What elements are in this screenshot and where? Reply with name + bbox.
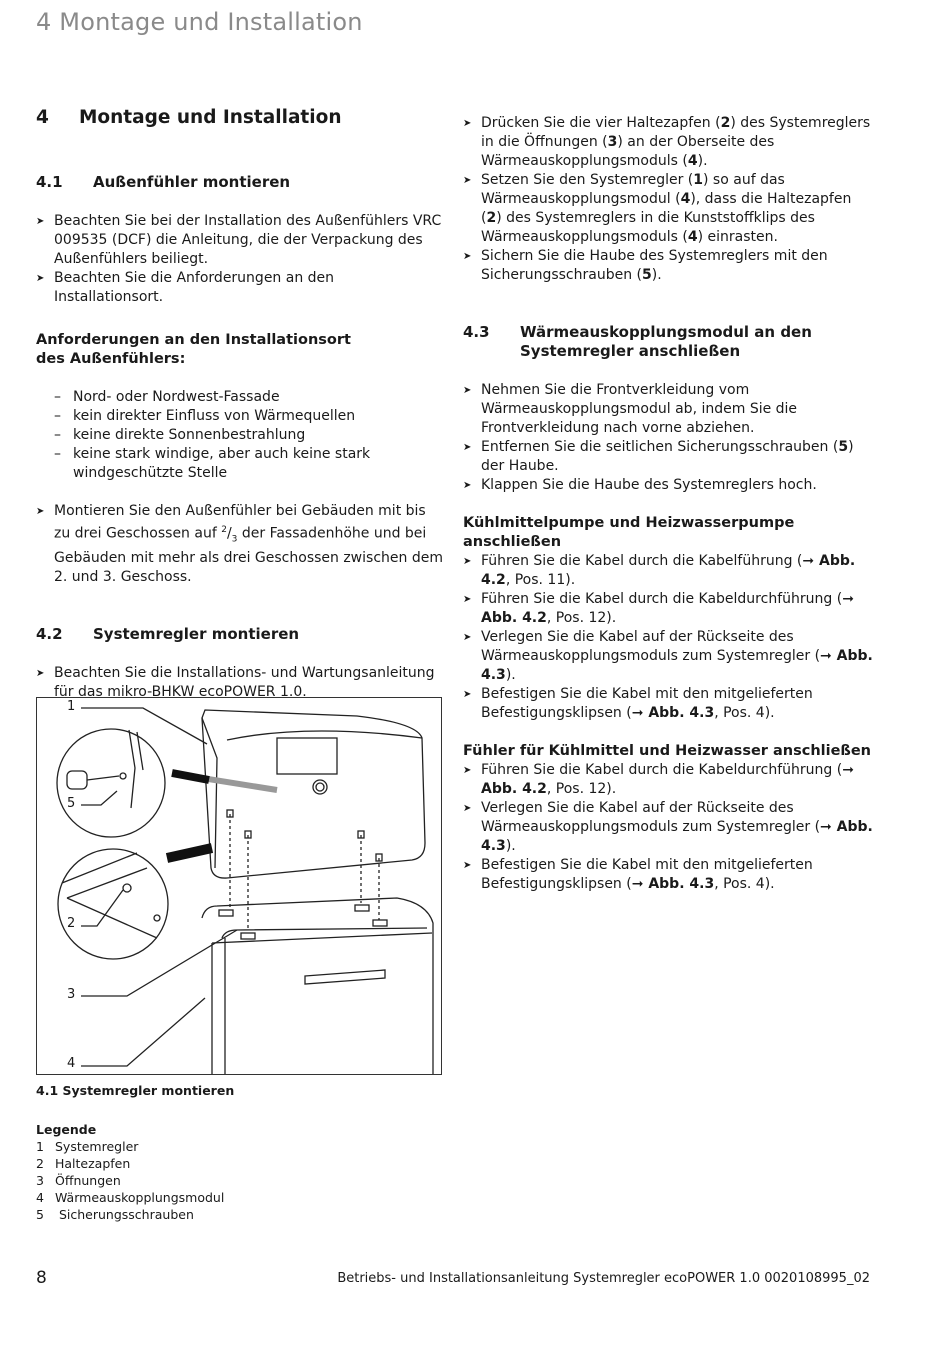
- reference: 2: [720, 115, 731, 131]
- list-item: [463, 628, 873, 685]
- legend-item: [36, 1138, 224, 1155]
- text: , Pos. 4).: [714, 876, 775, 892]
- section-heading-4-3: [463, 323, 873, 361]
- list-item: [463, 381, 873, 438]
- reference: 2: [486, 210, 497, 226]
- text: Entfernen Sie die seitlichen Sicherungsschrauben (: [481, 439, 839, 455]
- section-heading-4-2: [36, 625, 446, 644]
- reference: 5: [838, 439, 849, 455]
- reference: 3: [607, 134, 618, 150]
- sensor-heading: Fühler für Kühlmittel und Heizwasser anschließen: [463, 743, 871, 759]
- legend-number: 2: [36, 1156, 44, 1171]
- list-item: [463, 799, 873, 856]
- pump-heading: Kühlmittelpumpe und Heizwasserpumpe anschließen: [463, 515, 795, 550]
- legend-text: Haltezapfen: [55, 1156, 131, 1171]
- text: ).: [505, 667, 516, 683]
- reference: ➞ Abb. 4.3: [481, 648, 873, 683]
- reference: 4: [680, 191, 691, 207]
- list-item: [463, 476, 873, 495]
- text: der Fassadenhöhe und bei Gebäuden mit mehr als drei Geschossen zwischen dem 2. und 3. Geschoss.: [54, 525, 443, 586]
- text: ) an der Oberseite des Wärmeauskopplungsmoduls (: [481, 134, 775, 169]
- chapter-title: Montage und Installation: [79, 107, 342, 128]
- legend-item: [36, 1172, 224, 1189]
- running-head: 4 Montage und Installation: [36, 8, 363, 36]
- text: Führen Sie die Kabel durch die Kabeldurchführung (: [481, 762, 843, 778]
- left-column: [36, 108, 446, 702]
- section-number: 4.1: [36, 173, 63, 191]
- text: , Pos. 12).: [546, 781, 617, 797]
- requirements-list: [36, 388, 446, 483]
- s42-steps-list: [463, 114, 873, 285]
- list-item: [463, 761, 873, 799]
- requirements-heading: Anforderungen an den Installationsort des Außenfühlers:: [36, 332, 351, 367]
- mount-list: [36, 502, 446, 587]
- text: ), dass die Haltezapfen (: [481, 191, 852, 226]
- chapter-heading: [36, 108, 446, 127]
- legend-title: Legende: [36, 1122, 97, 1137]
- text: ).: [697, 153, 708, 169]
- section-title: Systemregler montieren: [93, 625, 300, 644]
- reference: ➞ Abb. 4.2: [481, 591, 854, 626]
- text: Montieren Sie den Außenfühler bei Gebäuden mit bis zu drei Geschossen auf: [54, 503, 426, 542]
- fraction-numerator: 2: [221, 525, 227, 535]
- section-title: Außenfühler montieren: [93, 173, 291, 191]
- text: Befestigen Sie die Kabel mit den mitgelieferten Befestigungsklipsen (: [481, 686, 813, 721]
- text: Führen Sie die Kabel durch die Kabeldurchführung (: [481, 591, 843, 607]
- legend-text: Öffnungen: [55, 1173, 121, 1188]
- reference: 4: [687, 229, 698, 245]
- chapter-number: 4: [36, 107, 49, 128]
- text: Befestigen Sie die Kabel mit den mitgelieferten Befestigungsklipsen (: [481, 857, 813, 892]
- text: ) des Systemreglers in die Öffnungen (: [481, 115, 871, 150]
- text: Verlegen Sie die Kabel auf der Rückseite des Wärmeauskopplungsmoduls zum Systemregler (: [481, 800, 821, 835]
- reference: 1: [693, 172, 704, 188]
- text: ) der Haube.: [481, 439, 854, 474]
- list-item: [463, 685, 873, 723]
- legend-number: 1: [36, 1139, 44, 1154]
- text: Sichern Sie die Haube des Systemreglers mit den Sicherungsschrauben (: [481, 248, 828, 283]
- s41-list: [36, 212, 446, 307]
- list-item: [463, 552, 873, 590]
- right-column: [463, 114, 873, 894]
- reference: 4: [687, 153, 698, 169]
- figure-label-5: 5: [67, 796, 76, 811]
- legend-item: [36, 1206, 224, 1223]
- legend-item: [36, 1155, 224, 1172]
- page-number: 8: [36, 1268, 47, 1288]
- text: ) einrasten.: [697, 229, 778, 245]
- legend-number: 5: [36, 1207, 44, 1222]
- document-title: Betriebs- und Installationsanleitung Systemregler ecoPOWER 1.0 0020108995_02: [337, 1271, 870, 1286]
- text: Führen Sie die Kabel durch die Kabelführung (: [481, 553, 803, 569]
- list-item: [463, 114, 873, 171]
- section-number: 4.2: [36, 625, 63, 644]
- text: ) so auf das Wärmeauskopplungsmodul (: [481, 172, 785, 207]
- figure-label-4: 4: [67, 1056, 76, 1071]
- reference: ➞ Abb. 4.2: [481, 553, 856, 588]
- section-title: Wärmeauskopplungsmodul an den Systemregler anschließen: [520, 323, 812, 360]
- legend-number: 4: [36, 1190, 44, 1205]
- reference: ➞ Abb. 4.3: [481, 819, 873, 854]
- reference: ➞ Abb. 4.2: [481, 762, 854, 797]
- sensor-list: [463, 761, 873, 894]
- list-item: [463, 247, 873, 285]
- figure-label-2: 2: [67, 916, 76, 931]
- text: ).: [651, 267, 662, 283]
- legend-text: Sicherungsschrauben: [55, 1207, 194, 1222]
- reference: 5: [642, 267, 652, 283]
- figure-systemregler-montieren: [36, 697, 442, 1075]
- list-item: ➤ Beachten Sie die Anforderungen an den Installationsort.: [36, 269, 446, 307]
- figure-caption: 4.1 Systemregler montieren: [36, 1083, 235, 1098]
- pump-list: [463, 552, 873, 723]
- text: , Pos. 12).: [546, 610, 617, 626]
- figure-drawing: [37, 698, 441, 1074]
- list-item: – keine direkte Sonnenbestrahlung: [36, 426, 446, 445]
- legend-number: 3: [36, 1173, 44, 1188]
- reference: ➞ Abb. 4.3: [631, 705, 715, 721]
- list-item: ➤ Beachten Sie die Installations- und Wartungsanleitung für das mikro-BHKW ecoPOWER 1.0.: [36, 664, 446, 702]
- list-item: [463, 438, 873, 476]
- list-item: – Nord- oder Nordwest-Fassade: [36, 388, 446, 407]
- section-number: 4.3: [463, 323, 490, 341]
- reference: ➞ Abb. 4.3: [631, 876, 715, 892]
- figure-label-1: 1: [67, 699, 76, 714]
- list-item: – keine stark windige, aber auch keine stark windgeschützte Stelle: [36, 445, 446, 483]
- text: ) des Systemreglers in die Kunststoffklips des Wärmeauskopplungsmoduls (: [481, 210, 815, 245]
- text: , Pos. 11).: [505, 572, 576, 588]
- text: Drücken Sie die vier Haltezapfen (: [481, 115, 721, 131]
- text: Setzen Sie den Systemregler (: [481, 172, 694, 188]
- legend: [36, 1121, 224, 1223]
- s43-list: [463, 381, 873, 495]
- text: Nehmen Sie die Frontverkleidung vom Wärmeauskopplungsmodul ab, indem Sie die Frontverkleidung nach vorne abziehen.: [481, 382, 798, 436]
- list-item: [463, 590, 873, 628]
- text: Klappen Sie die Haube des Systemreglers hoch.: [481, 477, 817, 493]
- list-item: [463, 856, 873, 894]
- list-item: – kein direkter Einfluss von Wärmequellen: [36, 407, 446, 426]
- section-heading-4-1: [36, 173, 446, 192]
- legend-item: [36, 1189, 224, 1206]
- text: , Pos. 4).: [714, 705, 775, 721]
- fraction-denominator: 3: [231, 534, 238, 545]
- list-item: [463, 171, 873, 247]
- legend-text: Wärmeauskopplungsmodul: [55, 1190, 225, 1205]
- list-item: ➤ Montieren Sie den Außenfühler bei Gebäuden mit bis zu drei Geschossen auf $^2/_3$ der Fassadenhöhe und bei Gebäuden mit mehr als drei Geschossen zwischen dem 2. und 3. Geschoss.: [36, 502, 446, 587]
- text: ).: [505, 838, 516, 854]
- figure-label-3: 3: [67, 987, 76, 1002]
- list-item: ➤ Beachten Sie bei der Installation des Außenfühlers VRC 009535 (DCF) die Anleitung, die der Verpackung des Außenfühlers beiliegt.: [36, 212, 446, 269]
- legend-text: Systemregler: [55, 1139, 139, 1154]
- text: Verlegen Sie die Kabel auf der Rückseite des Wärmeauskopplungsmoduls zum Systemregler (: [481, 629, 821, 664]
